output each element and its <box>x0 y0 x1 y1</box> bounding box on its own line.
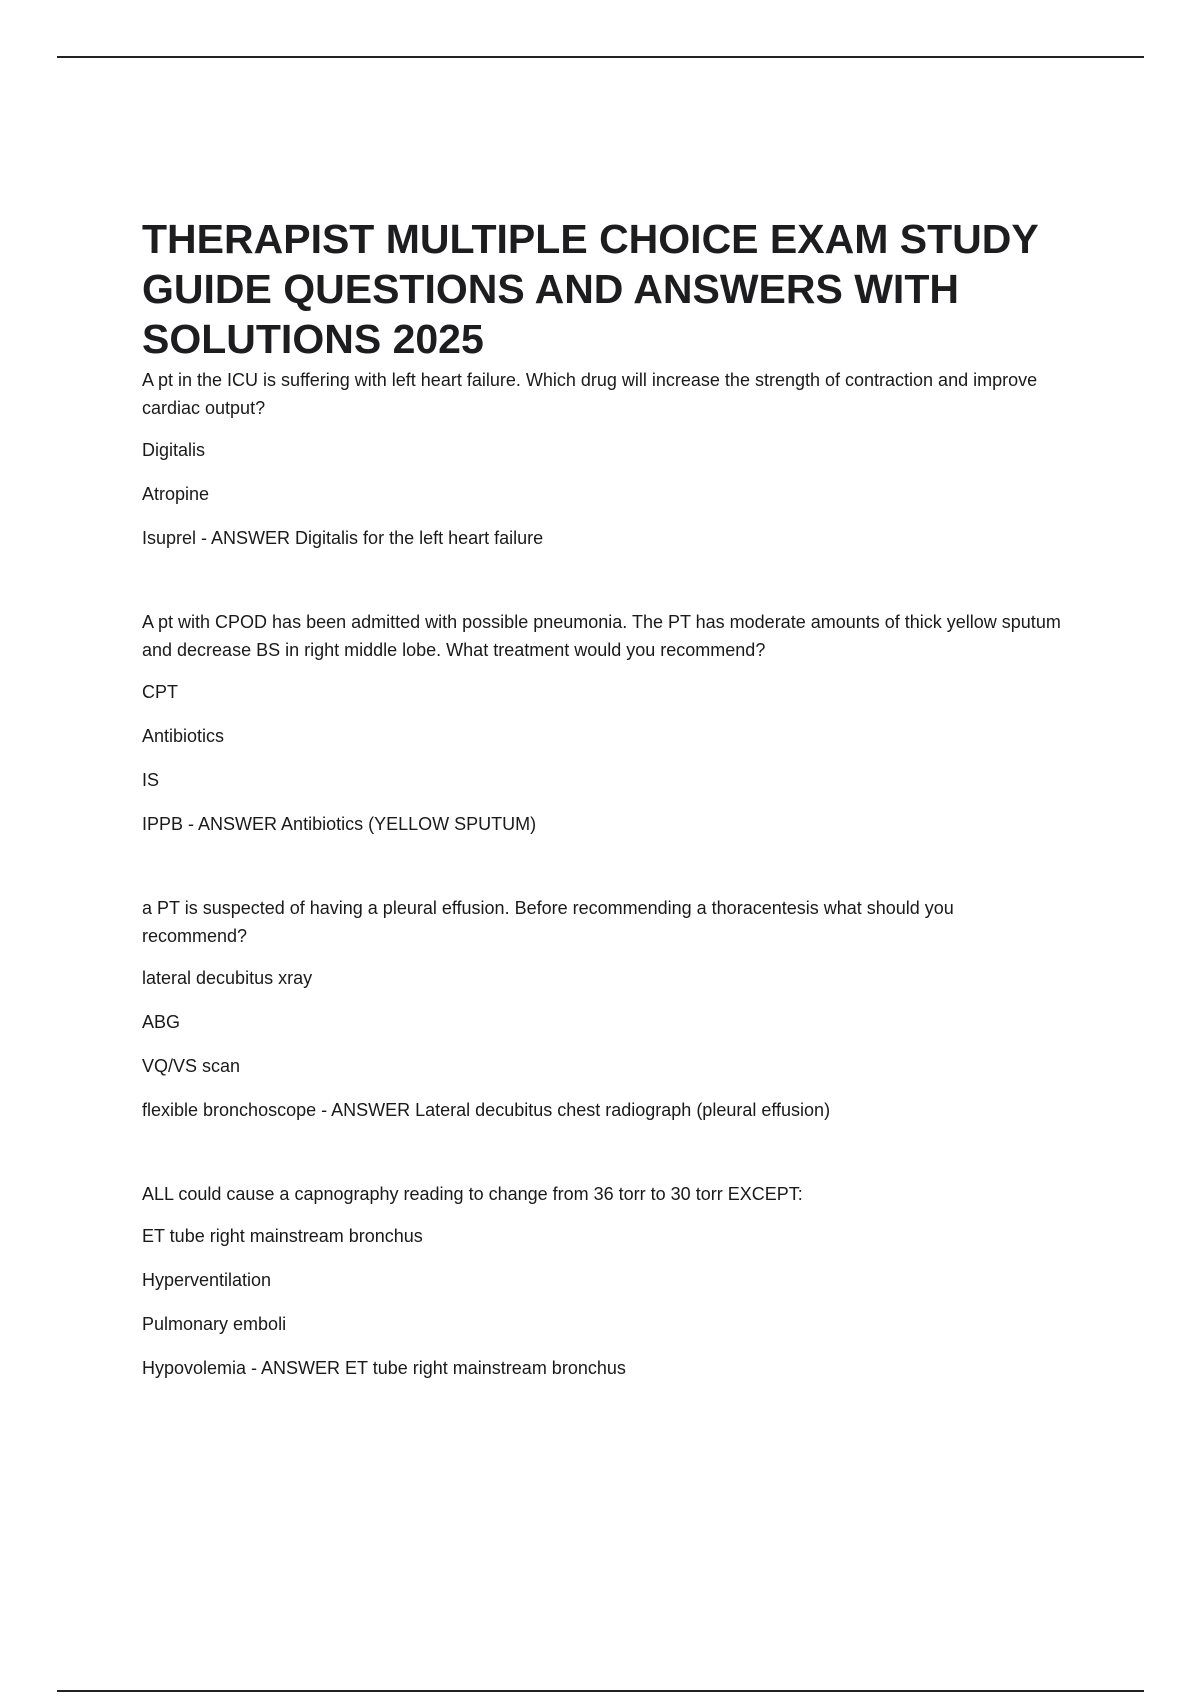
option: Hypovolemia <box>142 1358 247 1378</box>
top-rule <box>57 56 1144 58</box>
answer-line <box>142 810 1062 838</box>
question-block-4 <box>142 1180 1062 1382</box>
option: flexible bronchoscope <box>142 1100 317 1120</box>
answer-text: - ANSWER Antibiotics (YELLOW SPUTUM) <box>183 814 537 834</box>
document-body <box>142 214 1062 1398</box>
bottom-rule <box>57 1690 1144 1692</box>
option: Hyperventilation <box>142 1270 272 1290</box>
option: lateral decubitus xray <box>142 968 313 988</box>
option: VQ/VS scan <box>142 1056 241 1076</box>
option: CPT <box>142 682 178 702</box>
document-title: THERAPIST MULTIPLE CHOICE EXAM STUDY GUIDE QUESTIONS AND ANSWERS WITH SOLUTIONS 2025 <box>142 216 1038 362</box>
question-block-2 <box>142 608 1062 838</box>
option: Pulmonary emboli <box>142 1314 287 1334</box>
spacer <box>142 1140 1062 1180</box>
question-text: A pt in the ICU is suffering with left heart failure. Which drug will increase the strength of contraction and improve cardiac output? <box>142 370 1038 418</box>
answer-line <box>142 524 1062 552</box>
answer-text: - ANSWER Lateral decubitus chest radiograph (pleural effusion) <box>316 1100 831 1120</box>
question-text: ALL could cause a capnography reading to change from 36 torr to 30 torr EXCEPT: <box>142 1184 803 1204</box>
option: Atropine <box>142 484 210 504</box>
spacer <box>142 568 1062 608</box>
question-block-3 <box>142 894 1062 1124</box>
question-block-1 <box>142 366 1062 552</box>
option: IPPB <box>142 814 184 834</box>
option: ET tube right mainstream bronchus <box>142 1226 423 1246</box>
option: Antibiotics <box>142 726 225 746</box>
answer-text: - ANSWER Digitalis for the left heart failure <box>196 528 544 548</box>
answer-text: - ANSWER ET tube right mainstream bronchus <box>246 1358 626 1378</box>
option: Digitalis <box>142 440 206 460</box>
answer-line <box>142 1096 1062 1124</box>
option: Isuprel <box>142 528 197 548</box>
option: ABG <box>142 1012 181 1032</box>
answer-line <box>142 1354 1062 1382</box>
spacer <box>142 854 1062 894</box>
question-text: A pt with CPOD has been admitted with possible pneumonia. The PT has moderate amounts of thick yellow sputum and decrease BS in right middle lobe. What treatment would you recommend? <box>142 612 1061 660</box>
question-text: a PT is suspected of having a pleural effusion. Before recommending a thoracentesis what should you recommend? <box>142 898 954 946</box>
option: IS <box>142 770 160 790</box>
